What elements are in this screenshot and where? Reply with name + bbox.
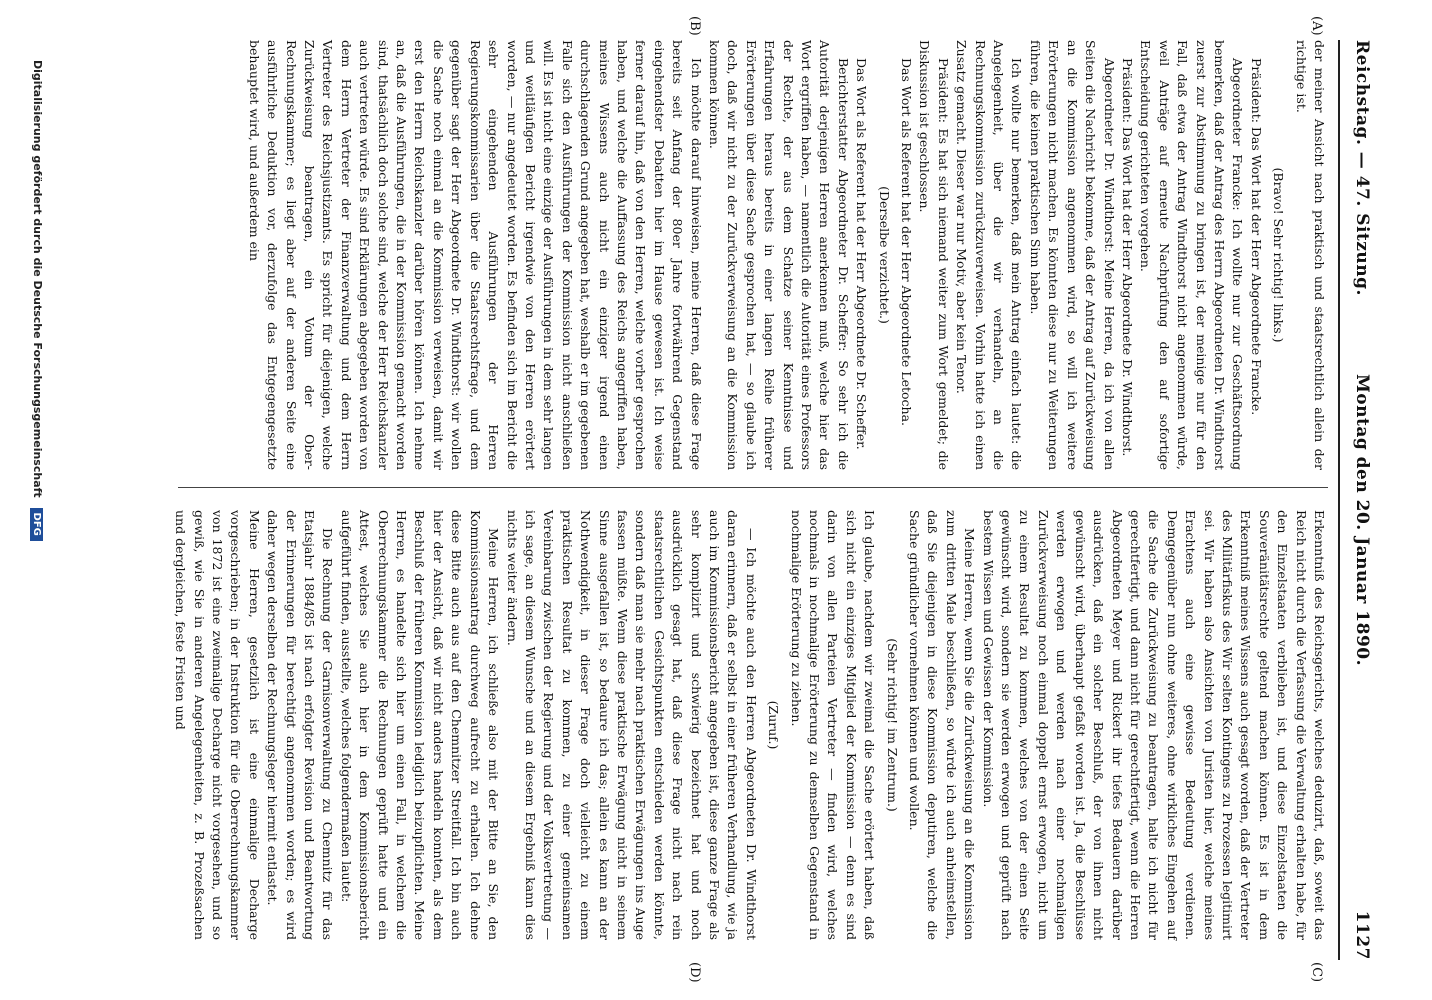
paragraph: Präsident: Es hat sich niemand weiter zum Wort gemeldet; die Diskussion ist geschlossen. — [917, 40, 951, 470]
paragraph: (Zuruf.) — [766, 700, 782, 750]
paragraph: Präsident: Das Wort hat der Herr Abgeordnete Dr. Windthorst. — [1119, 58, 1135, 457]
paragraph: Präsident: Das Wort hat der Herr Abgeordnete Francke. — [1248, 58, 1264, 416]
paragraph: Ich wollte nur bemerken, daß mein Antrag einfach lautet: die Angelegenheit, über die wir verhandeln, an die Rechnungskommission zurückzuverweisen. Vorhin hatte ich einen Zusatz gemacht. Dieser war nur Motiv, aber kein Tenor. — [954, 40, 1025, 470]
left-text-column — [244, 40, 1328, 470]
dfg-logo: DFG — [30, 508, 43, 541]
margin-marker-b: (B) — [687, 16, 702, 36]
paragraph: Berichterstatter Abgeordneter Dr. Scheffer: So sehr ich die Autorität derjenigen Herren anerkennen muß, welche hier das Wort ergriffen haben, — namentlich die Autorität eines Professors der Rechte, der aus dem Schatze seiner Kenntnisse und Erfahrungen heraus bereits in einer langen Reihe früherer Erörterungen über diese Sache gesprochen hat, — so glaube ich doch, daß wir nicht zu der Zurückverweisung an die Kommission kommen können. — [707, 40, 851, 470]
margin-marker-a: (A) — [1309, 16, 1324, 36]
right-text-column — [171, 510, 1328, 940]
header-rule — [1338, 40, 1340, 960]
paragraph: — Ich möchte auch den Herren Abgeordneten Dr. Windthorst daran erinnern, daß er selbst in einer früheren Verhandlung, wie ja auch im Kommissionsbericht angegeben ist, diese ganze Frage als sehr komplizirt und schwierig bezeichnet hat und noch ausdrücklich gesagt hat, daß diese Frage nicht nach rein staatsrechtlichen Gesichtspunkten entschieden werden könnte, sondern daß man sie mehr nach praktischen Erwägungen ins Auge fassen müßte. Wenn diese praktische Erwägung nicht in seinem Sinne ausgefallen ist, so bedaure ich das; allein es kann an der Nothwendigkeit, in dieser Frage doch vielleicht zu einem praktischen Resultat zu kommen, zu einer gemeinsamen Vereinbarung zwischen der Regierung und der Volksvertretung — ich sage, an diesem Wunsche und an diesem Ergebniß kann dies nichts weiter ändern. — [504, 510, 759, 940]
margin-marker-d: (D) — [687, 962, 702, 983]
funding-note: Digitalisierung gefördert durch die Deutsche Forschungsgemeinschaft — [31, 60, 44, 498]
paragraph: Meine Herren, gesetzlich ist eine einmalige Decharge vorgeschrieben; in der Instruktion für die Oberrechnungskammer von 1872 ist eine zweimalige Decharge nicht vorgesehen, und so gewiß, wie Sie in anderen Angelegenheiten, z. B. Prozeßsachen und dergleichen, feste Fristen und — [173, 510, 262, 940]
paragraph: Die Rechnung der Garnisonverwaltung zu Chemnitz für das Etatsjahr 1884/85 ist nach erfolgter Revision und Beantwortung der Erinnerungen für berechtigt angenommen worden; es wird daher wegen derselben der Rechnungsleger hiermit entlastet. — [265, 510, 336, 940]
paragraph: (Derselbe verzichtet.) — [876, 186, 892, 324]
header-session: Reichstag. — 47. Sitzung. — [1352, 40, 1372, 296]
paragraph: Abgeordneter Francke: Ich wollte nur zur Geschäftsordnung bemerken, daß der Antrag des Herrn Abgeordneten Dr. Windthorst zuerst zur Abstimmung zu bringen ist, der meinige nur für den Fall, daß etwa der Antrag Windthorst nicht angenommen würde, weil Anträge auf erneute Nachprüfung den auf sofortige Entscheidung gerichteten vorgehen. — [1138, 40, 1246, 470]
page-header — [1342, 40, 1372, 960]
paragraph: Das Wort als Referent hat der Herr Abgeordnete Dr. Scheffer. — [854, 58, 870, 450]
paragraph: (Sehr richtig! im Zentrum.) — [884, 638, 900, 812]
margin-marker-c: (C) — [1309, 962, 1324, 983]
paragraph: (Bravo! Sehr richtig! links.) — [1271, 167, 1287, 343]
paragraph: Erkenntniß des Reichsgerichts, welches deduzirt, daß, soweit das Reich nicht durch die Verfassung die Verwaltung erhalten habe, für den Einzelstaaten verblieben ist, und diese Einzelstaaten die Souveränitätsrechte geltend machen können. Es ist in dem Erkenntniß meines Wissens auch gesagt worden, daß der Vertreter des Militärfiskus des Wir selten Kontingens zu Prozessen legitimirt sei. Wir haben also Ansichten von Juristen hier, welche meines Erachtens auch eine gewisse Bedeutung verdienen. Demgegenüber nun ohne weiteres, ohne wirkliches Eingehen auf die Sache die Zurückweisung zu beantragen, halte ich nicht für gerechtfertigt, und dann nicht für gerechtfertigt, wenn die Herren Abgeordneten Meyer und Rickert ihr tiefes Bedauern darüber ausdrücken, daß ein solcher Beschluß, der von ihnen nicht gewünscht wird, überhaupt gefaßt worden ist. Ja, die Beschlüsse werden erwogen und werden nach einer nochmaligen Zurückverweisung noch einmal doppelt ernst erwogen, nicht um zu einem Resultat zu kommen, welches von der einen Seite gewünscht wird, sondern sie werden erwogen und geprüft nach bestem Wissen und Gewissen der Kommission. — [980, 510, 1327, 940]
header-page-number: 1127 — [1352, 910, 1372, 960]
paragraph: Das Wort als Referent hat der Herr Abgeordnete Letocha. — [899, 58, 915, 427]
paragraph: Meine Herren, ich schließe also mit der Bitte an Sie, den Kommissionsantrag durchweg aufrecht zu erhalten. Ich dehne diese Bitte auch aus auf den Chemnitzer Streitfall. Ich bin auch hier der Ansicht, daß wir nicht anders handeln konnten, als dem Beschluß der früheren Kommission lediglich beizupflichten. Meine Herren, es handelte sich hier um einen Fall, in welchem die Oberrechnungskammer die Rechnungen geprüft hatte und ein Attest, welches Sie auch hier in dem Kommissionsbericht aufgeführt finden, ausstellte, welches folgendermaßen lautet: — [338, 510, 502, 940]
paragraph: Ich möchte darauf hinweisen, meine Herren, daß diese Frage bereits seit Anfang der 80er Jahre fortwährend Gegenstand eingehendster Debatten hier im Hause gewesen ist. Ich weise ferner darauf hin, daß von den Herren, welche vorher gesprochen haben, und welche die Auffassung des Reichs angegriffen haben, meines Wissens auch nicht ein einziger irgend einen durchschlagenden Grund angegeben hat, weshalb er im gegebenen Falle sich den Ausführungen der Kommission nicht anschließen will. Es ist nicht eine einzige der Ausführungen in dem sehr langen und weitläufigen Bericht irgendwie von den Herren erörtert worden, — nur angedeutet worden. Es befinden sich im Bericht die sehr eingehenden Ausführungen der Herren Regierungskommissarien über die Staatsrechtsfrage, und dem gegenüber sagt der Herr Abgeordnete Dr. Windthorst: wir wollen die Sache noch einmal an die Kommission verweisen, damit wir erst den Herrn Reichskanzler darüber hören können. Ich nehme an, daß die Ausführungen, die in der Kommission gemacht worden sind, thatsächlich doch solche sind, welche der Herr Reichskanzler auch vertreten würde. Es sind Erklärungen abgegeben worden von dem Herrn Vertreter der Finanzverwaltung und dem Herrn Vertreter des Reichsjustizamts. Es spricht für diejenigen, welche Zurückweisung beantragen, ein Votum der Ober-Rechnungskammer; es liegt aber auf der anderen Seite eine ausführliche Deduktion vor, derzufolge das Entgegengesetzte behauptet wird, und außerdem ein — [246, 40, 704, 470]
column-divider — [178, 487, 1328, 488]
paragraph: Abgeordneter Dr. Windthorst: Meine Herren, da ich von allen Seiten die Nachricht bekomme, daß der Antrag auf Zurückweisung an die Kommission angenommen wird, so will ich weitere Erörterungen nicht machen. Es könnten diese nur zu Weiterungen führen, die keinen praktischen Sinn haben. — [1027, 40, 1117, 470]
paragraph: Meine Herren, wenn Sie die Zurückweisung an die Kommission zum dritten Male beschließen, so würde ich auch anheimstellen, daß Sie diejenigen in diese Kommission deputiren, welche die Sache gründlicher vornehmen können und wollen. — [907, 510, 978, 940]
paragraph: der meiner Ansicht nach praktisch und staatsrechtlich allein der richtige ist. — [1293, 40, 1327, 470]
header-date: Montag den 20. Januar 1890. — [1352, 373, 1372, 667]
page-footer — [30, 60, 44, 940]
paragraph: Ich glaube, nachdem wir zweimal die Sache erörtert haben, daß sich nicht ein einziges Mitglied der Kommission — denn es sind darin von allen Parteien Vertreter — finden wird, welches nochmals in nochmalige Erörterung zu demselben Gegenstand in nochmalige Erörterung zu ziehen. — [788, 510, 878, 940]
